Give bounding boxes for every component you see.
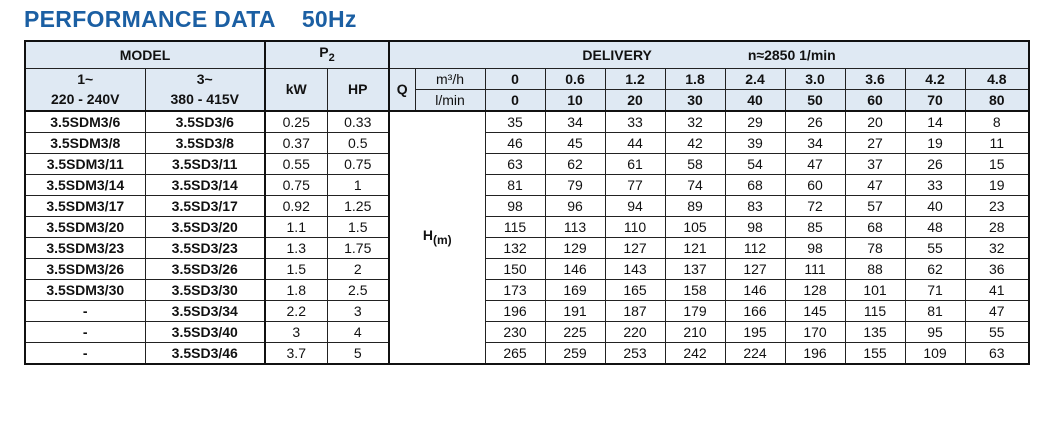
q-label: Q bbox=[389, 68, 415, 111]
head-value-cell: 42 bbox=[665, 132, 725, 153]
head-value-cell: 26 bbox=[905, 153, 965, 174]
hp-cell: 1.25 bbox=[327, 195, 389, 216]
head-value-cell: 128 bbox=[785, 279, 845, 300]
model-1phase-cell: 3.5SDM3/26 bbox=[25, 258, 145, 279]
head-value-cell: 81 bbox=[485, 174, 545, 195]
unit-m3h: m³/h bbox=[415, 68, 485, 89]
model-3phase-cell: 3.5SD3/17 bbox=[145, 195, 265, 216]
head-value-cell: 81 bbox=[905, 300, 965, 321]
model-1phase-cell: 3.5SDM3/30 bbox=[25, 279, 145, 300]
head-value-cell: 169 bbox=[545, 279, 605, 300]
head-value-cell: 225 bbox=[545, 321, 605, 342]
model-1phase-cell: 3.5SDM3/23 bbox=[25, 237, 145, 258]
frequency-text: 50Hz bbox=[301, 6, 357, 32]
head-label: H bbox=[422, 226, 433, 243]
flow-m3h-cell: 0 bbox=[485, 68, 545, 89]
head-value-cell: 146 bbox=[725, 279, 785, 300]
kw-cell: 0.25 bbox=[265, 111, 327, 133]
hp-cell: 0.75 bbox=[327, 153, 389, 174]
table-row bbox=[25, 321, 1029, 342]
flow-lmin-cell: 30 bbox=[665, 89, 725, 111]
head-value-cell: 47 bbox=[785, 153, 845, 174]
head-value-cell: 15 bbox=[965, 153, 1029, 174]
head-value-cell: 127 bbox=[725, 258, 785, 279]
head-value-cell: 165 bbox=[605, 279, 665, 300]
flow-lmin-cell: 70 bbox=[905, 89, 965, 111]
p2-subscript: 2 bbox=[328, 51, 335, 64]
head-value-cell: 32 bbox=[665, 111, 725, 133]
table-row bbox=[25, 342, 1029, 364]
head-value-cell: 34 bbox=[545, 111, 605, 133]
model-3phase-cell: 3.5SD3/6 bbox=[145, 111, 265, 133]
model-3phase-cell: 3.5SD3/11 bbox=[145, 153, 265, 174]
unit-lmin: l/min bbox=[415, 89, 485, 111]
head-unit: (m) bbox=[432, 232, 452, 247]
flow-m3h-cell: 4.2 bbox=[905, 68, 965, 89]
head-value-cell: 44 bbox=[605, 132, 665, 153]
flow-lmin-cell: 0 bbox=[485, 89, 545, 111]
head-value-cell: 145 bbox=[785, 300, 845, 321]
head-value-cell: 23 bbox=[965, 195, 1029, 216]
speed-label: n≈2850 1/min bbox=[747, 46, 836, 63]
head-value-cell: 60 bbox=[785, 174, 845, 195]
kw-cell: 1.3 bbox=[265, 237, 327, 258]
head-value-cell: 150 bbox=[485, 258, 545, 279]
head-value-cell: 68 bbox=[725, 174, 785, 195]
head-value-cell: 135 bbox=[845, 321, 905, 342]
kw-cell: 0.37 bbox=[265, 132, 327, 153]
head-value-cell: 191 bbox=[545, 300, 605, 321]
model-1phase-cell: 3.5SDM3/8 bbox=[25, 132, 145, 153]
head-value-cell: 41 bbox=[965, 279, 1029, 300]
head-value-cell: 37 bbox=[845, 153, 905, 174]
head-value-cell: 74 bbox=[665, 174, 725, 195]
kw-cell: 2.2 bbox=[265, 300, 327, 321]
head-value-cell: 61 bbox=[605, 153, 665, 174]
head-value-cell: 58 bbox=[665, 153, 725, 174]
head-value-cell: 155 bbox=[845, 342, 905, 364]
head-value-cell: 187 bbox=[605, 300, 665, 321]
model-1phase-cell: - bbox=[25, 342, 145, 364]
head-value-cell: 105 bbox=[665, 216, 725, 237]
head-value-cell: 55 bbox=[905, 237, 965, 258]
hp-cell: 1 bbox=[327, 174, 389, 195]
head-value-cell: 72 bbox=[785, 195, 845, 216]
model-3phase-cell: 3.5SD3/20 bbox=[145, 216, 265, 237]
flow-lmin-cell: 10 bbox=[545, 89, 605, 111]
head-value-cell: 48 bbox=[905, 216, 965, 237]
head-value-cell: 62 bbox=[905, 258, 965, 279]
performance-table bbox=[24, 40, 1030, 365]
table-row bbox=[25, 237, 1029, 258]
head-value-cell: 98 bbox=[725, 216, 785, 237]
head-value-cell: 11 bbox=[965, 132, 1029, 153]
model-header: MODEL bbox=[25, 41, 265, 68]
head-value-cell: 113 bbox=[545, 216, 605, 237]
table-row bbox=[25, 111, 1029, 133]
flow-lmin-cell: 80 bbox=[965, 89, 1029, 111]
head-value-cell: 112 bbox=[725, 237, 785, 258]
model-3phase-cell: 3.5SD3/26 bbox=[145, 258, 265, 279]
head-value-cell: 170 bbox=[785, 321, 845, 342]
model-3phase-cell: 3.5SD3/30 bbox=[145, 279, 265, 300]
kw-cell: 0.75 bbox=[265, 174, 327, 195]
phase1-line2: 220 - 240V bbox=[51, 91, 120, 108]
flow-m3h-cell: 4.8 bbox=[965, 68, 1029, 89]
kw-cell: 0.55 bbox=[265, 153, 327, 174]
hp-cell: 3 bbox=[327, 300, 389, 321]
head-value-cell: 253 bbox=[605, 342, 665, 364]
head-value-cell: 220 bbox=[605, 321, 665, 342]
head-value-cell: 45 bbox=[545, 132, 605, 153]
head-value-cell: 210 bbox=[665, 321, 725, 342]
model-1phase-cell: 3.5SDM3/17 bbox=[25, 195, 145, 216]
table-row bbox=[25, 174, 1029, 195]
head-value-cell: 33 bbox=[605, 111, 665, 133]
kw-header: kW bbox=[265, 68, 327, 111]
head-value-cell: 265 bbox=[485, 342, 545, 364]
kw-cell: 1.1 bbox=[265, 216, 327, 237]
kw-cell: 3.7 bbox=[265, 342, 327, 364]
model-3phase-cell: 3.5SD3/40 bbox=[145, 321, 265, 342]
head-value-cell: 46 bbox=[485, 132, 545, 153]
flow-m3h-cell: 1.2 bbox=[605, 68, 665, 89]
head-value-cell: 143 bbox=[605, 258, 665, 279]
hp-cell: 2 bbox=[327, 258, 389, 279]
head-value-cell: 20 bbox=[845, 111, 905, 133]
head-value-cell: 129 bbox=[545, 237, 605, 258]
head-value-cell: 98 bbox=[785, 237, 845, 258]
head-value-cell: 27 bbox=[845, 132, 905, 153]
head-value-cell: 89 bbox=[665, 195, 725, 216]
head-value-cell: 83 bbox=[725, 195, 785, 216]
head-value-cell: 98 bbox=[485, 195, 545, 216]
header-row-main bbox=[25, 41, 1029, 68]
head-value-cell: 19 bbox=[905, 132, 965, 153]
head-value-cell: 57 bbox=[845, 195, 905, 216]
head-value-cell: 259 bbox=[545, 342, 605, 364]
head-value-cell: 158 bbox=[665, 279, 725, 300]
head-value-cell: 39 bbox=[725, 132, 785, 153]
head-value-cell: 224 bbox=[725, 342, 785, 364]
model-3phase-cell: 3.5SD3/23 bbox=[145, 237, 265, 258]
head-value-cell: 132 bbox=[485, 237, 545, 258]
table-row bbox=[25, 258, 1029, 279]
head-value-cell: 115 bbox=[485, 216, 545, 237]
head-value-cell: 29 bbox=[725, 111, 785, 133]
phase3-line1: 3~ bbox=[196, 71, 213, 88]
head-value-cell: 101 bbox=[845, 279, 905, 300]
head-value-cell: 40 bbox=[905, 195, 965, 216]
head-value-cell: 115 bbox=[845, 300, 905, 321]
head-value-cell: 68 bbox=[845, 216, 905, 237]
table-row bbox=[25, 195, 1029, 216]
head-value-cell: 173 bbox=[485, 279, 545, 300]
page-title bbox=[24, 6, 357, 33]
hp-cell: 1.75 bbox=[327, 237, 389, 258]
head-value-cell: 26 bbox=[785, 111, 845, 133]
head-value-cell: 47 bbox=[845, 174, 905, 195]
head-value-cell: 127 bbox=[605, 237, 665, 258]
head-value-cell: 111 bbox=[785, 258, 845, 279]
kw-cell: 3 bbox=[265, 321, 327, 342]
model-1phase-cell: 3.5SDM3/11 bbox=[25, 153, 145, 174]
table-row bbox=[25, 216, 1029, 237]
head-value-cell: 85 bbox=[785, 216, 845, 237]
model-3phase-cell: 3.5SD3/14 bbox=[145, 174, 265, 195]
table-row bbox=[25, 300, 1029, 321]
head-value-cell: 121 bbox=[665, 237, 725, 258]
flow-lmin-cell: 20 bbox=[605, 89, 665, 111]
flow-lmin-cell: 50 bbox=[785, 89, 845, 111]
head-value-cell: 137 bbox=[665, 258, 725, 279]
flow-m3h-cell: 2.4 bbox=[725, 68, 785, 89]
p2-label: P bbox=[319, 44, 329, 60]
head-value-cell: 166 bbox=[725, 300, 785, 321]
head-value-cell: 54 bbox=[725, 153, 785, 174]
hp-header: HP bbox=[327, 68, 389, 111]
delivery-header bbox=[389, 41, 1029, 68]
head-value-cell: 196 bbox=[485, 300, 545, 321]
p2-header bbox=[265, 41, 389, 68]
flow-m3h-cell: 0.6 bbox=[545, 68, 605, 89]
head-value-cell: 196 bbox=[785, 342, 845, 364]
head-label-cell bbox=[389, 111, 485, 364]
head-value-cell: 77 bbox=[605, 174, 665, 195]
head-value-cell: 110 bbox=[605, 216, 665, 237]
head-value-cell: 95 bbox=[905, 321, 965, 342]
head-value-cell: 71 bbox=[905, 279, 965, 300]
head-value-cell: 63 bbox=[965, 342, 1029, 364]
hp-cell: 0.33 bbox=[327, 111, 389, 133]
kw-cell: 1.8 bbox=[265, 279, 327, 300]
phase3-header bbox=[145, 68, 265, 111]
head-value-cell: 63 bbox=[485, 153, 545, 174]
head-value-cell: 34 bbox=[785, 132, 845, 153]
model-1phase-cell: 3.5SDM3/14 bbox=[25, 174, 145, 195]
head-value-cell: 195 bbox=[725, 321, 785, 342]
head-value-cell: 36 bbox=[965, 258, 1029, 279]
table-row bbox=[25, 279, 1029, 300]
header-row-flow-m3h bbox=[25, 68, 1029, 89]
head-value-cell: 109 bbox=[905, 342, 965, 364]
head-value-cell: 19 bbox=[965, 174, 1029, 195]
head-value-cell: 33 bbox=[905, 174, 965, 195]
head-value-cell: 242 bbox=[665, 342, 725, 364]
model-3phase-cell: 3.5SD3/34 bbox=[145, 300, 265, 321]
title-text: PERFORMANCE DATA bbox=[24, 6, 276, 32]
model-1phase-cell: - bbox=[25, 321, 145, 342]
model-3phase-cell: 3.5SD3/8 bbox=[145, 132, 265, 153]
table-row bbox=[25, 153, 1029, 174]
head-value-cell: 96 bbox=[545, 195, 605, 216]
flow-lmin-cell: 60 bbox=[845, 89, 905, 111]
kw-cell: 1.5 bbox=[265, 258, 327, 279]
head-value-cell: 35 bbox=[485, 111, 545, 133]
model-1phase-cell: 3.5SDM3/20 bbox=[25, 216, 145, 237]
head-value-cell: 88 bbox=[845, 258, 905, 279]
hp-cell: 1.5 bbox=[327, 216, 389, 237]
model-1phase-cell: 3.5SDM3/6 bbox=[25, 111, 145, 133]
head-value-cell: 8 bbox=[965, 111, 1029, 133]
head-value-cell: 14 bbox=[905, 111, 965, 133]
hp-cell: 4 bbox=[327, 321, 389, 342]
hp-cell: 0.5 bbox=[327, 132, 389, 153]
table-body bbox=[25, 111, 1029, 364]
model-3phase-cell: 3.5SD3/46 bbox=[145, 342, 265, 364]
head-value-cell: 55 bbox=[965, 321, 1029, 342]
head-value-cell: 62 bbox=[545, 153, 605, 174]
phase1-line1: 1~ bbox=[77, 71, 94, 88]
table-row bbox=[25, 132, 1029, 153]
flow-lmin-cell: 40 bbox=[725, 89, 785, 111]
head-value-cell: 94 bbox=[605, 195, 665, 216]
flow-m3h-cell: 3.6 bbox=[845, 68, 905, 89]
head-value-cell: 32 bbox=[965, 237, 1029, 258]
head-value-cell: 78 bbox=[845, 237, 905, 258]
phase1-header bbox=[25, 68, 145, 111]
model-1phase-cell: - bbox=[25, 300, 145, 321]
head-value-cell: 79 bbox=[545, 174, 605, 195]
flow-m3h-cell: 1.8 bbox=[665, 68, 725, 89]
head-value-cell: 47 bbox=[965, 300, 1029, 321]
kw-cell: 0.92 bbox=[265, 195, 327, 216]
flow-m3h-cell: 3.0 bbox=[785, 68, 845, 89]
head-value-cell: 179 bbox=[665, 300, 725, 321]
phase3-line2: 380 - 415V bbox=[170, 91, 239, 108]
hp-cell: 2.5 bbox=[327, 279, 389, 300]
hp-cell: 5 bbox=[327, 342, 389, 364]
delivery-label: DELIVERY bbox=[582, 46, 652, 63]
head-value-cell: 146 bbox=[545, 258, 605, 279]
head-value-cell: 28 bbox=[965, 216, 1029, 237]
head-value-cell: 230 bbox=[485, 321, 545, 342]
